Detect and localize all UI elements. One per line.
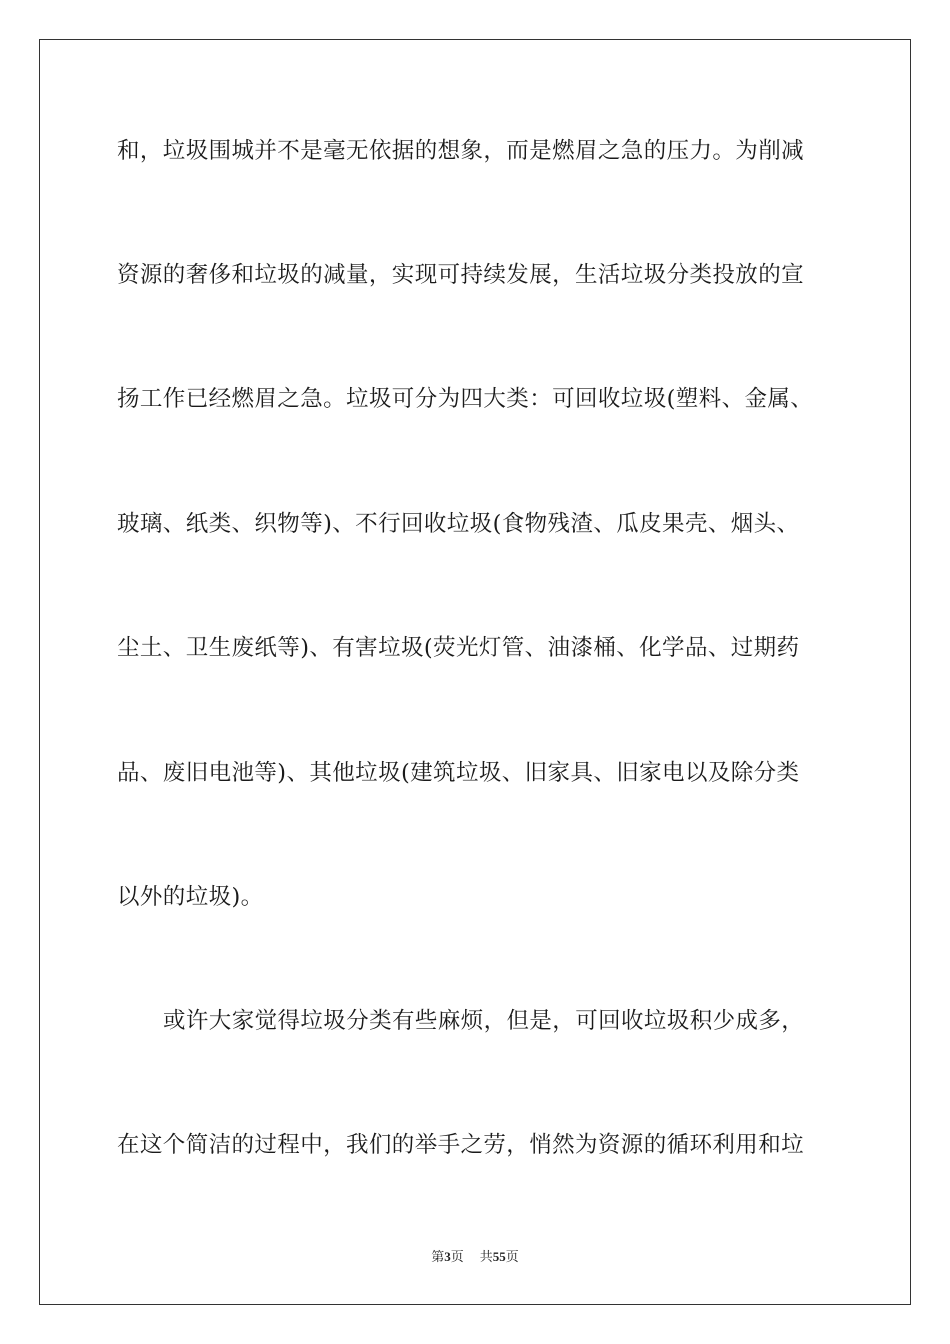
text-line-6: 品、废旧电池等)、其他垃圾(建筑垃圾、旧家具、旧家电以及除分类 bbox=[117, 760, 800, 786]
text-line-9: 在这个简洁的过程中，我们的举手之劳，悄然为资源的循环利用和垃 bbox=[117, 1132, 805, 1158]
text-line-5: 尘土、卫生废纸等)、有害垃圾(荧光灯管、油漆桶、化学品、过期药 bbox=[117, 635, 800, 661]
page-prefix: 第 bbox=[431, 1250, 445, 1265]
page-number bbox=[431, 1250, 464, 1265]
page-footer bbox=[0, 1248, 950, 1267]
current-page: 3 bbox=[444, 1249, 451, 1264]
text-line-4: 玻璃、纸类、织物等)、不行回收垃圾(食物残渣、瓜皮果壳、烟头、 bbox=[117, 511, 800, 537]
text-line-2: 资源的奢侈和垃圾的减量，实现可持续发展，生活垃圾分类投放的宣 bbox=[117, 262, 805, 288]
page-total bbox=[480, 1250, 519, 1265]
text-line-7: 以外的垃圾)。 bbox=[117, 884, 264, 910]
text-line-8: 或许大家觉得垃圾分类有些麻烦，但是，可回收垃圾积少成多， bbox=[163, 1008, 805, 1034]
total-pages: 55 bbox=[492, 1249, 506, 1264]
page-suffix: 页 bbox=[450, 1250, 464, 1265]
total-prefix: 共 bbox=[479, 1250, 493, 1265]
text-line-1: 和，垃圾围城并不是毫无依据的想象，而是燃眉之急的压力。为削减 bbox=[117, 138, 805, 164]
text-line-3: 扬工作已经燃眉之急。垃圾可分为四大类：可回收垃圾(塑料、金属、 bbox=[117, 386, 814, 412]
page-border bbox=[39, 39, 911, 1305]
total-suffix: 页 bbox=[505, 1250, 519, 1265]
